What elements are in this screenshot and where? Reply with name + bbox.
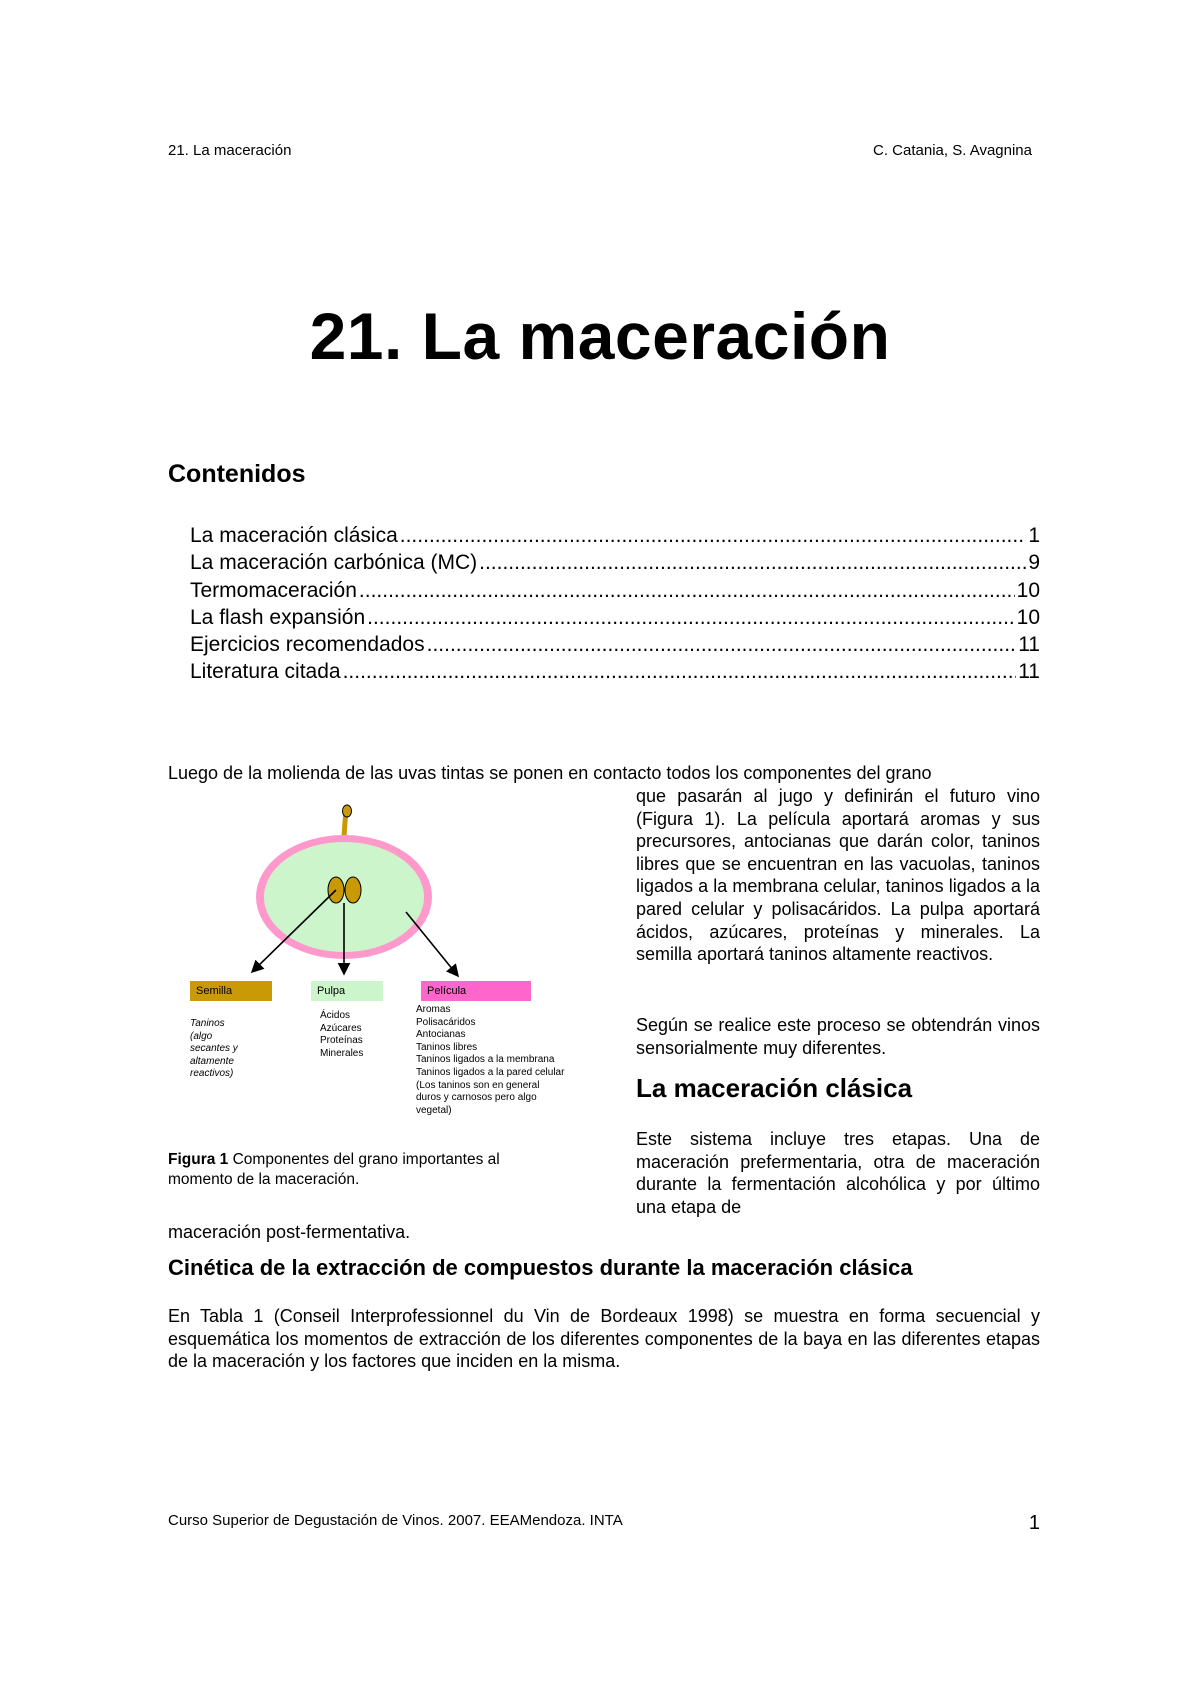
toc-item[interactable] bbox=[190, 604, 1040, 631]
toc-item-label: La flash expansión bbox=[190, 605, 366, 629]
table-of-contents bbox=[190, 522, 1040, 686]
toc-item-page: 10 bbox=[1016, 578, 1040, 602]
toc-leader bbox=[367, 604, 1015, 631]
page-title: 21. La maceración bbox=[309, 299, 891, 373]
toc-item[interactable] bbox=[190, 631, 1040, 658]
arrow-to-pelicula bbox=[406, 912, 458, 976]
pelicula-components-list bbox=[416, 1004, 606, 1117]
figure-caption-label: Figura 1 bbox=[168, 1151, 229, 1168]
grape-components-figure bbox=[168, 800, 608, 1122]
pelicula-item: Taninos libres bbox=[416, 1041, 478, 1053]
toc-item-label: Ejercicios recomendados bbox=[190, 633, 425, 657]
pulpa-item: Azúcares bbox=[320, 1022, 362, 1034]
pelicula-label-box: Película bbox=[421, 981, 531, 1001]
toc-item-page: 11 bbox=[1018, 633, 1040, 657]
intro-paragraph-continued: que pasarán al jugo y definirán el futuro vino (Figura 1). La película aportará aromas y sus precursores, antocianas que darán color, taninos libres que se encuentran en las vacuolas, taninos ligados a la membrana celular, taninos ligados a la pared celular y polisacáridos. La pulpa aportará ácidos, azúcares, proteínas y minerales. La semilla aportará taninos altamente reactivos. bbox=[636, 786, 1040, 965]
figure-caption-text: Componentes del grano importantes al momento de la maceración. bbox=[168, 1151, 500, 1188]
semilla-item: altamente bbox=[190, 1055, 234, 1067]
running-header-right: C. Catania, S. Avagnina bbox=[873, 142, 1032, 159]
toc-item-page: 10 bbox=[1016, 605, 1040, 629]
pulpa-item: Proteínas bbox=[320, 1035, 363, 1047]
stages-paragraph: Este sistema incluye tres etapas. Una de maceración prefermentaria, otra de maceración durante la fermentación alcohólica y por último una etapa de bbox=[636, 1129, 1040, 1217]
figure-caption bbox=[168, 1150, 568, 1190]
pulpa-label-box: Pulpa bbox=[311, 981, 383, 1001]
toc-item[interactable] bbox=[190, 549, 1040, 576]
toc-item-page: 9 bbox=[1028, 551, 1040, 575]
subsection-heading-cinetica: Cinética de la extracción de compuestos durante la maceración clásica bbox=[168, 1255, 913, 1280]
toc-item-label: La maceración clásica bbox=[190, 524, 398, 547]
toc-item[interactable] bbox=[190, 522, 1040, 549]
toc-item-label: Literatura citada bbox=[190, 660, 341, 684]
toc-leader bbox=[427, 631, 1017, 658]
pelicula-item: duros y carnosos pero algo bbox=[416, 1092, 537, 1104]
tabla-paragraph: En Tabla 1 (Conseil Interprofessionnel du Vin de Bordeaux 1998) se muestra en forma secuencial y esquemática los momentos de extracción de los diferentes componentes de la baya en las diferentes etapas de la maceración y los factores que inciden en la misma. bbox=[168, 1306, 1040, 1372]
semilla-components-list bbox=[190, 1018, 260, 1081]
semilla-label-box: Semilla bbox=[190, 981, 272, 1001]
running-header-left: 21. La maceración bbox=[168, 142, 292, 159]
toc-item[interactable] bbox=[190, 577, 1040, 604]
toc-leader bbox=[479, 549, 1026, 576]
grape-seed-right bbox=[345, 877, 361, 903]
pulpa-item: Minerales bbox=[320, 1047, 364, 1059]
toc-heading: Contenidos bbox=[168, 460, 306, 488]
stages-paragraph-continued: maceración post-fermentativa. bbox=[168, 1222, 411, 1242]
toc-item-label: La maceración carbónica (MC) bbox=[190, 551, 478, 575]
pelicula-item: Antocianas bbox=[416, 1029, 466, 1041]
toc-item[interactable] bbox=[190, 658, 1040, 685]
pelicula-item: Aromas bbox=[416, 1004, 451, 1015]
semilla-item: (algo bbox=[190, 1030, 213, 1042]
pelicula-item: Polisacáridos bbox=[416, 1016, 476, 1028]
toc-item-page: 1 bbox=[1028, 524, 1040, 547]
intro-paragraph-line: Luego de la molienda de las uvas tintas se ponen en contacto todos los componentes del grano bbox=[168, 763, 932, 783]
semilla-item: secantes y bbox=[190, 1043, 238, 1055]
toc-leader bbox=[400, 522, 1027, 549]
semilla-item: reactivos) bbox=[190, 1068, 234, 1080]
toc-item-page: 11 bbox=[1018, 660, 1040, 684]
footer-text: Curso Superior de Degustación de Vinos. 2007. EEAMendoza. INTA bbox=[168, 1512, 623, 1529]
sensory-paragraph: Según se realice este proceso se obtendrán vinos sensorialmente muy diferentes. bbox=[636, 1015, 1040, 1058]
pelicula-item: (Los taninos son en general bbox=[416, 1079, 540, 1091]
semilla-item: Taninos bbox=[190, 1018, 225, 1029]
pelicula-item: Taninos ligados a la pared celular bbox=[416, 1066, 565, 1078]
page-number: 1 bbox=[1028, 1512, 1040, 1534]
pulpa-item: Ácidos bbox=[320, 1010, 351, 1021]
pelicula-item: Taninos ligados a la membrana bbox=[416, 1054, 555, 1066]
toc-leader bbox=[343, 658, 1017, 685]
section-heading-maceracion-clasica: La maceración clásica bbox=[636, 1073, 913, 1103]
pulpa-components-list bbox=[320, 1010, 390, 1060]
pelicula-item: vegetal) bbox=[416, 1104, 452, 1116]
toc-leader bbox=[359, 577, 1015, 604]
toc-item-label: Termomaceración bbox=[190, 578, 357, 602]
